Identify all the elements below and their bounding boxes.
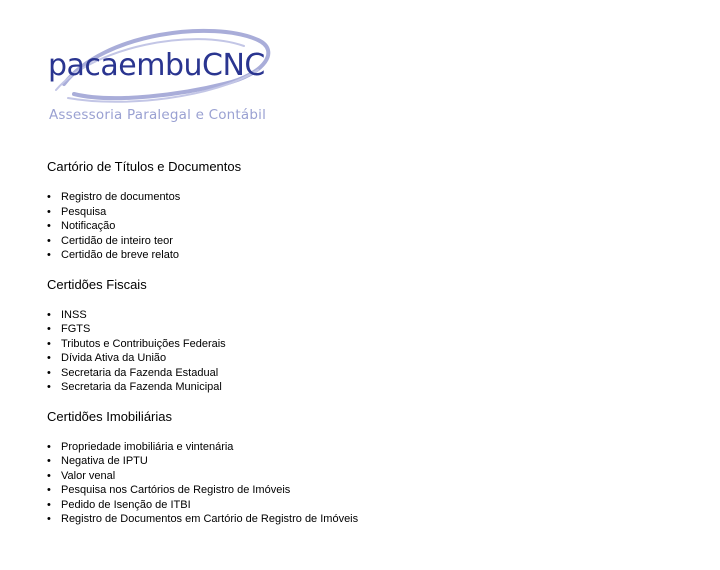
services-content — [47, 159, 697, 541]
list-item: • Pesquisa nos Cartórios de Registro de Imóveis — [47, 483, 697, 498]
list-item: • Tributos e Contribuições Federais — [47, 337, 697, 352]
list-item: • Dívida Ativa da União — [47, 351, 697, 366]
service-list — [47, 440, 697, 527]
service-list — [47, 190, 697, 263]
list-item: • Secretaria da Fazenda Estadual — [47, 366, 697, 381]
section-title: Certidões Fiscais — [47, 276, 147, 292]
logo-brand-name: pacaembuCNC — [48, 48, 265, 83]
service-list — [47, 308, 697, 395]
list-item: • Notificação — [47, 219, 697, 234]
list-item: • Registro de Documentos em Cartório de Registro de Imóveis — [47, 512, 697, 527]
list-item: • FGTS — [47, 322, 697, 337]
list-item: • Certidão de inteiro teor — [47, 234, 697, 249]
list-item: • INSS — [47, 308, 697, 323]
list-item: • Valor venal — [47, 469, 697, 484]
section-title: Certidões Imobiliárias — [47, 408, 172, 424]
logo-tagline: Assessoria Paralegal e Contábil — [49, 107, 267, 123]
list-item: • Negativa de IPTU — [47, 454, 697, 469]
section-certidoes-imobiliarias — [47, 409, 697, 527]
section-title: Cartório de Títulos e Documentos — [47, 159, 242, 174]
list-item: • Pedido de Isenção de ITBI — [47, 498, 697, 513]
section-cartorio — [47, 159, 697, 263]
section-certidoes-fiscais — [47, 277, 697, 395]
list-item: • Registro de documentos — [47, 190, 697, 205]
list-item: • Certidão de breve relato — [47, 248, 697, 263]
list-item: • Pesquisa — [47, 205, 697, 220]
list-item: • Propriedade imobiliária e vintenária — [47, 440, 697, 455]
company-logo — [44, 26, 284, 130]
list-item: • Secretaria da Fazenda Municipal — [47, 380, 697, 395]
